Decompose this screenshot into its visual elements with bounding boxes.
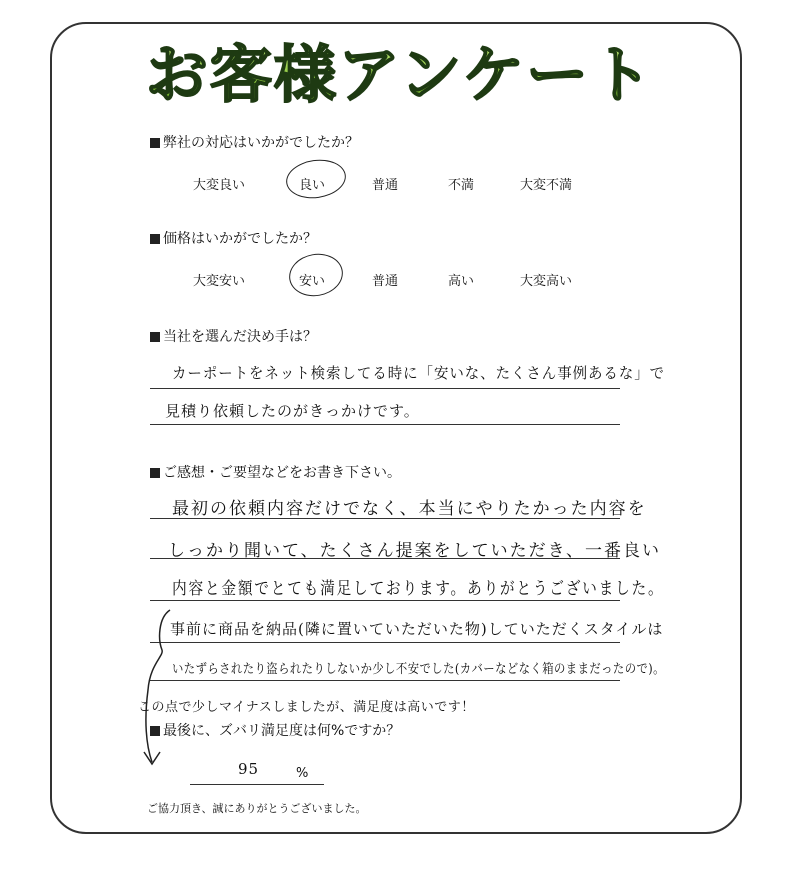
question-3-label: 当社を選んだ決め手は？ <box>163 329 317 345</box>
q1-option-2[interactable]: 良い <box>299 178 326 193</box>
q2-option-4[interactable]: 高い <box>448 274 475 289</box>
q4-answer-line-5: いたずらされたり盗られたりしないか少し不安でした(カバーなどなく箱のままだったので)。 <box>172 662 665 677</box>
q3-answer-line-1: カーポートをネット検索してる時に「安いな、たくさん事例あるな」で <box>172 364 666 382</box>
q4-answer-line-1: 最初の依頼内容だけでなく、本当にやりたかった内容を <box>172 499 647 519</box>
satisfaction-value: 95 <box>238 760 260 778</box>
q1-option-4[interactable]: 不満 <box>448 178 475 193</box>
question-2-label: 価格はいかがでしたか？ <box>163 231 317 247</box>
q1-option-1[interactable]: 大変良い <box>193 178 246 193</box>
q2-option-2[interactable]: 安い <box>299 274 326 289</box>
footer-thanks: ご協力頂き、誠にありがとうございました。 <box>147 802 367 815</box>
q4-answer-line-4: 事前に商品を納品(隣に置いていただいた物)していただくスタイルは <box>170 620 664 638</box>
satisfaction-rule <box>190 784 324 785</box>
question-4-label: ご感想・ご要望などをお書き下さい。 <box>163 465 401 481</box>
q4-answer-line-6: この点で少しマイナスしましたが、満足度は高いです！ <box>138 700 475 715</box>
q1-option-3[interactable]: 普通 <box>372 178 399 193</box>
survey-title-text: お客様アンケート <box>145 38 655 111</box>
satisfaction-unit: % <box>296 766 309 781</box>
bullet-square-icon <box>150 726 160 736</box>
q2-option-5[interactable]: 大変高い <box>520 274 573 289</box>
q4-answer-line-3: 内容と金額でとても満足しております。ありがとうございました。 <box>172 579 665 599</box>
q2-option-3[interactable]: 普通 <box>372 274 399 289</box>
q3-answer-line-2: 見積り依頼したのがきっかけです。 <box>165 402 420 420</box>
q1-option-5[interactable]: 大変不満 <box>520 178 573 193</box>
q4-answer-line-2: しっかり聞いて、たくさん提案をしていただき、一番良い <box>168 541 661 561</box>
question-1-label: 弊社の対応はいかがでしたか？ <box>163 135 359 151</box>
question-5-label: 最後に、ズバリ満足度は何%ですか？ <box>163 723 401 739</box>
q2-option-1[interactable]: 大変安い <box>193 274 246 289</box>
question-5 <box>150 720 400 740</box>
